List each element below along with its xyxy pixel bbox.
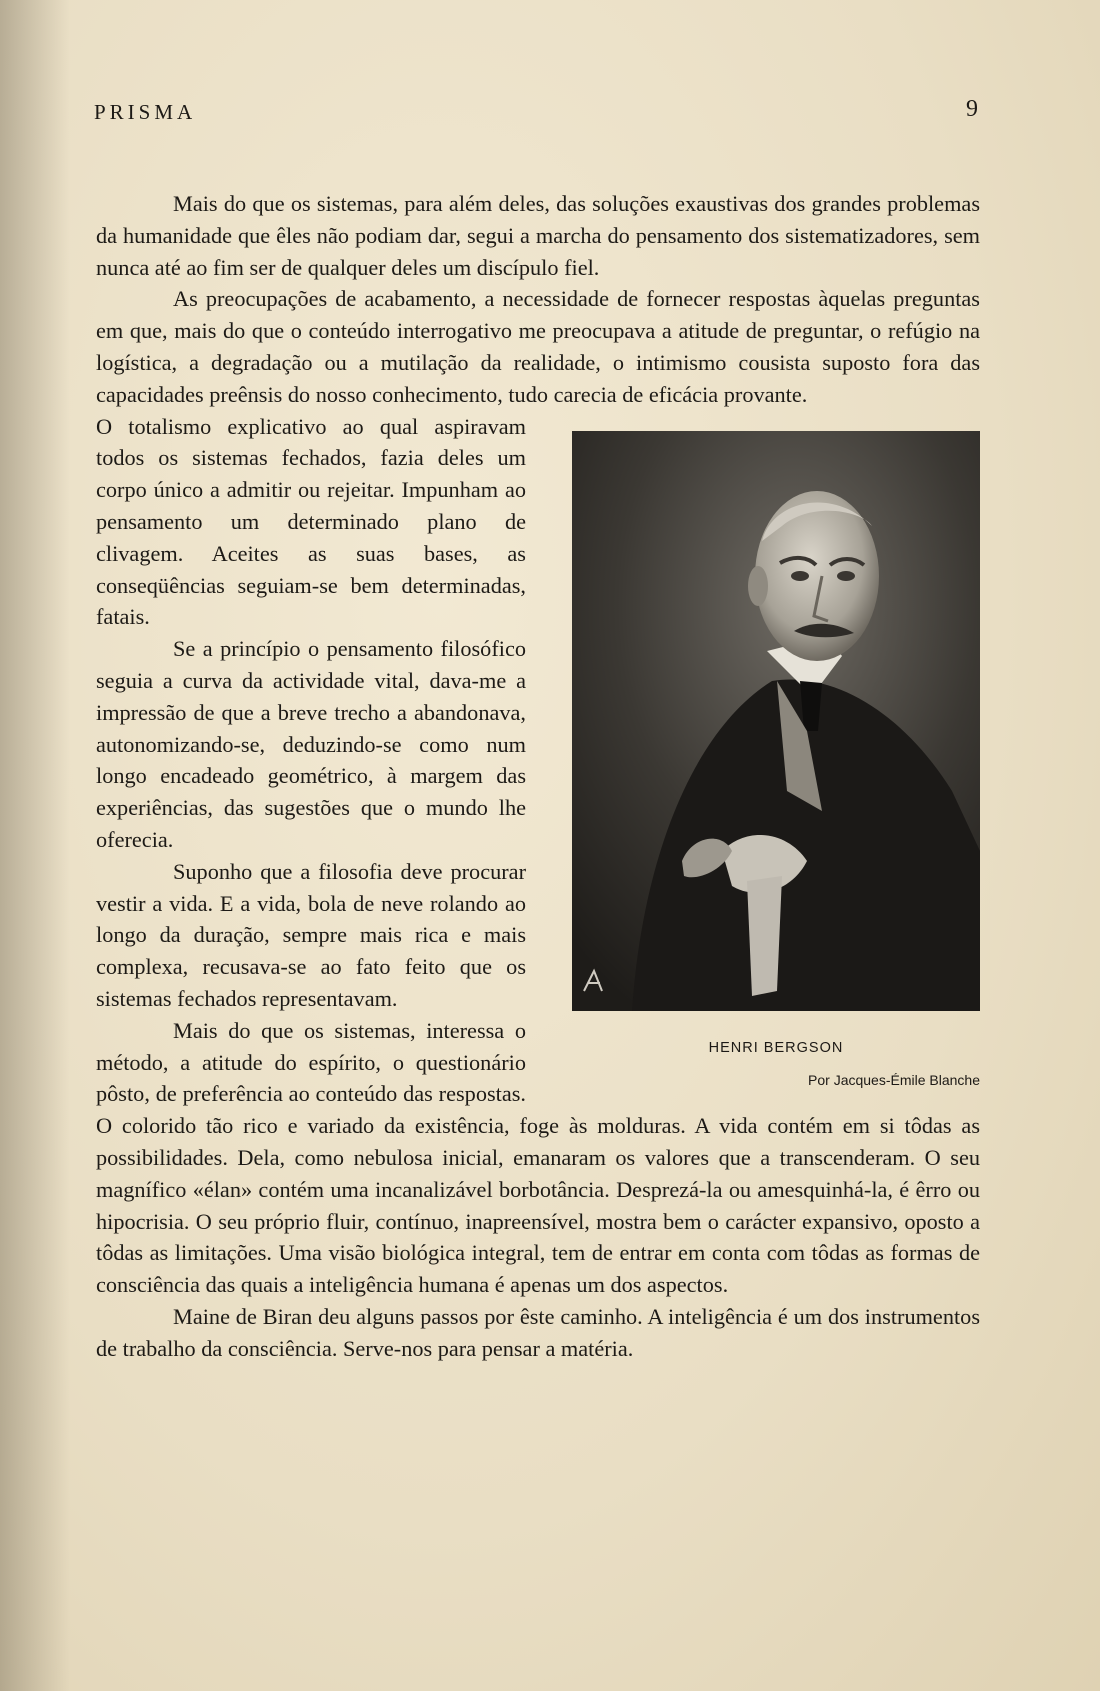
running-head	[94, 96, 978, 130]
paragraph-5: Suponho que a filosofia deve procurar vestir a vida. E a vida, bola de neve rolando ao longo da duração, sempre mais rica e mais complexa, recusava-se ao fato feito que os sistemas fechados representavam.	[96, 858, 526, 1011]
paragraph-1: Mais do que os sistemas, para além deles, das soluções exaustivas dos grandes problemas da humanidade que êles não podiam dar, segui a marcha do pensamento dos sistematizadores, sem nunca até ao fim ser de qualquer deles um discípulo fiel.	[96, 191, 980, 280]
paragraph-2: As preocupações de acabamento, a necessidade de fornecer respostas àquelas preguntas em que, mais do que o conteúdo interrogativo me preocupava a atitude de preguntar, o refúgio na logística, a degradação ou a mutilação da realidade, o intimismo cousista suposto fora das capacidades preênsis do nosso conhecimento, tudo carecia de eficácia provante.	[96, 286, 980, 407]
paragraph-3: O totalismo explicativo ao qual aspiravam todos os sistemas fechados, fazia deles um corpo único a admitir ou rejeitar. Impunham ao pensamento um determinado plano de clivagem. Aceites as suas bases, as conseqüências seguiam-se bem determinadas, fatais.	[96, 413, 526, 630]
paragraph-4: Se a princípio o pensamento filosófico seguia a curva da actividade vital, dava-me a impressão de que a breve trecho a abandonava, autonomizando-se, deduzindo-se como num longo encadeado geométrico, à margem das experiências, das sugestões que o mundo lhe oferecia.	[96, 636, 526, 852]
portrait-image	[572, 431, 980, 1011]
paragraph-6: Mais do que os sistemas, interessa o método, a atitude do espírito, o questionário pôsto, de preferência ao conteúdo das respostas. O colorido tão rico e variado da existência, foge às molduras. A vida contém em si tôdas as possibilidades. Dela, como nebulosa inicial, emanaram os valores que a transcenderam. O seu magnífico «élan» contém uma incanalizável borbotância. Desprezá-la ou amesquinhá-la, é êrro ou hipocrisia. O seu próprio fluir, contínuo, inapreensível, mostra bem o carácter expansivo, oposto a tôdas as limitações. Uma visão biológica integral, tem de entrar em conta com tôdas as formas de consciência das quais a inteligência humana é apenas um dos aspectos.	[96, 1017, 980, 1298]
portrait-painting	[572, 431, 980, 1011]
portrait-figure	[548, 411, 980, 1099]
body-text	[96, 188, 980, 1364]
running-title: PRISMA	[94, 100, 197, 124]
caption-name: HENRI BERGSON	[708, 1039, 844, 1056]
paragraph-7: Maine de Biran deu alguns passos por êste caminho. A inteligência é um dos instrumentos de trabalho da consciência. Serve-nos para pensar a matéria.	[96, 1303, 980, 1361]
page-number: 9	[966, 96, 978, 122]
binding-shadow	[0, 0, 70, 1691]
caption-credit: Por Jacques-Émile Blanche	[808, 1071, 980, 1088]
